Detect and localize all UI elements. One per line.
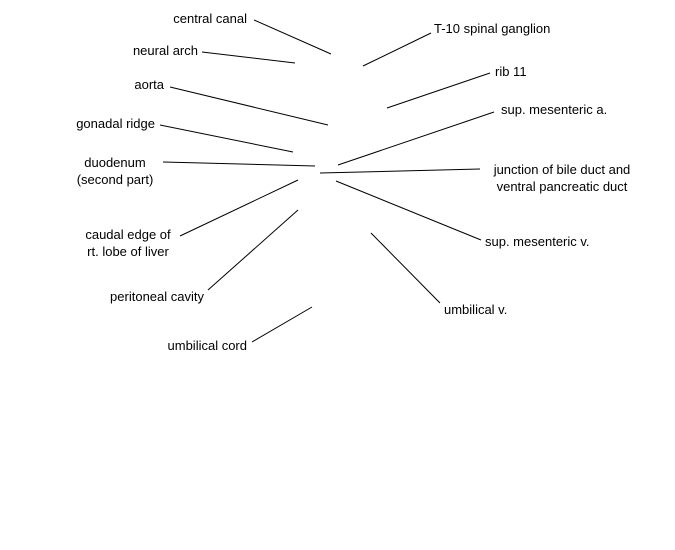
leader-peritoneal-cavity	[208, 210, 298, 290]
leader-gonadal-ridge	[160, 125, 293, 152]
leader-umbilical-cord	[252, 307, 312, 342]
label-junction-bile-duct: junction of bile duct and ventral pancreatic duct	[493, 162, 631, 194]
leader-junction	[320, 169, 480, 173]
label-sup-mesenteric-v: sup. mesenteric v.	[485, 234, 590, 249]
leader-t10-ganglion	[363, 33, 431, 66]
label-gonadal-ridge: gonadal ridge	[76, 116, 155, 131]
leader-central-canal	[254, 20, 331, 54]
label-umbilical-v: umbilical v.	[444, 302, 508, 317]
leader-duodenum	[163, 162, 315, 166]
leader-rib-11	[387, 73, 490, 108]
label-caudal-edge-liver: caudal edge of rt. lobe of liver	[85, 227, 171, 259]
leader-sup-mesenteric-a	[338, 112, 494, 165]
label-sup-mesenteric-a: sup. mesenteric a.	[501, 102, 608, 117]
label-peritoneal-cavity: peritoneal cavity	[110, 289, 204, 304]
leader-umbilical-v	[371, 233, 440, 303]
label-central-canal: central canal	[173, 11, 247, 26]
leader-neural-arch	[202, 52, 295, 63]
label-umbilical-cord: umbilical cord	[167, 338, 247, 353]
label-t10-spinal-ganglion: T-10 spinal ganglion	[434, 21, 551, 36]
leader-aorta	[170, 87, 328, 125]
label-rib-11: rib 11	[495, 64, 527, 79]
label-aorta: aorta	[134, 77, 164, 92]
leader-sup-mesenteric-v	[336, 181, 481, 240]
label-duodenum: duodenum (second part)	[76, 155, 154, 187]
leader-caudal-edge	[180, 180, 298, 236]
label-neural-arch: neural arch	[132, 43, 198, 58]
